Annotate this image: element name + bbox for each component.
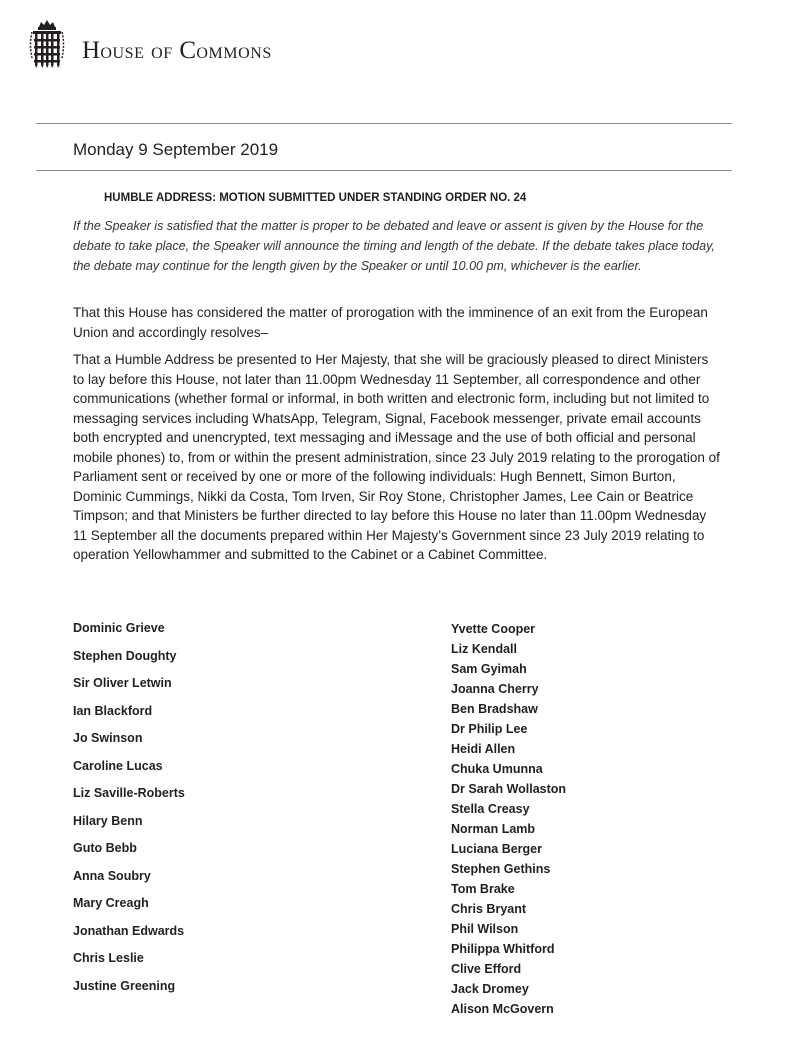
signatory: Norman Lamb <box>451 822 536 836</box>
signatory: Stella Creasy <box>451 802 530 816</box>
house-of-commons-title: HOUSE OF COMMONS <box>82 37 272 64</box>
signatory: Liz Saville-Roberts <box>73 786 185 800</box>
signatory: Jonathan Edwards <box>73 923 185 938</box>
signatory: Dominic Grieve <box>73 621 165 635</box>
signatory: Dr Philip Lee <box>451 722 528 736</box>
signatory: Mary Creagh <box>73 896 149 910</box>
speaker-note: If the Speaker is satisfied that the matter is proper to be debated and leave or assent is given by the House for the debate to take place, the Speaker will announce the timing and length of the debate. If the debate takes place today, the debate may continue for the length given by the Speaker or until 10.00 pm, whichever is the earlier. <box>73 219 715 273</box>
signatory: Chris Bryant <box>451 902 527 916</box>
signatory: Tom Brake <box>451 882 515 896</box>
signatory: Ben Bradshaw <box>451 702 538 716</box>
signatories-column-1 <box>73 619 185 1004</box>
signatory: Chris Leslie <box>73 951 144 965</box>
portcullis-icon <box>26 18 68 68</box>
motion-paragraph-2: That a Humble Address be presented to Her Majesty, that she will be graciously pleased to direct Ministers to lay before this House, not later than 11.00pm Wednesday 11 September, all correspondence and other communications (whether formal or informal, in both written and electronic form, including but not limited to messaging services including WhatsApp, Telegram, Signal, Facebook messenger, private email accounts both encrypted and unencrypted, text messaging and iMessage and the use of both official and personal mobile phones) to, from or within the present administration, since 23 July 2019 relating to the prorogation of Parliament sent or received by one or more of the following individuals: Hugh Bennett, Simon Burton, Dominic Cummings, Nikki da Costa, Tom Irven, Sir Roy Stone, Christopher James, Lee Cain or Beatrice Timpson; and that Ministers be further directed to lay before this House no later than 11.00pm Wednesday 11 September all the documents prepared within Her Majesty’s Government since 23 July 2019 relating to operation Yellowhammer and submitted to the Cabinet or a Cabinet Committee. <box>73 352 720 562</box>
signatory: Ian Blackford <box>73 703 153 718</box>
top-divider <box>36 123 732 124</box>
signatory: Caroline Lucas <box>73 758 163 773</box>
signatory: Joanna Cherry <box>451 682 539 696</box>
signatory: Philippa Whitford <box>451 942 555 956</box>
signatory: Alison McGovern <box>451 1002 554 1016</box>
signatory: Sir Oliver Letwin <box>73 676 172 690</box>
signatory: Sam Gyimah <box>451 662 527 676</box>
signatory: Chuka Umunna <box>451 762 543 776</box>
signatories-column-2 <box>451 620 566 1020</box>
signatory: Liz Kendall <box>451 642 517 656</box>
sitting-date: Monday 9 September 2019 <box>73 140 279 159</box>
signatory: Yvette Cooper <box>451 622 536 636</box>
signatory: Anna Soubry <box>73 868 151 883</box>
signatory: Heidi Allen <box>451 742 516 756</box>
signatory: Stephen Doughty <box>73 648 177 663</box>
signatory: Hilary Benn <box>73 813 143 828</box>
motion-paragraph-1: That this House has considered the matter of prorogation with the imminence of an exit from the European Union and accordingly resolves– <box>73 305 708 340</box>
signatory: Jo Swinson <box>73 731 143 745</box>
motion-heading: HUMBLE ADDRESS: MOTION SUBMITTED UNDER STANDING ORDER NO. 24 <box>104 192 527 204</box>
signatory: Clive Efford <box>451 962 522 976</box>
date-divider <box>36 170 732 171</box>
signatory: Justine Greening <box>73 978 176 993</box>
signatory: Dr Sarah Wollaston <box>451 782 567 796</box>
signatory: Phil Wilson <box>451 922 519 936</box>
signatory: Jack Dromey <box>451 982 529 996</box>
signatory: Luciana Berger <box>451 842 543 856</box>
signatory: Stephen Gethins <box>451 862 551 876</box>
signatory: Guto Bebb <box>73 841 137 855</box>
